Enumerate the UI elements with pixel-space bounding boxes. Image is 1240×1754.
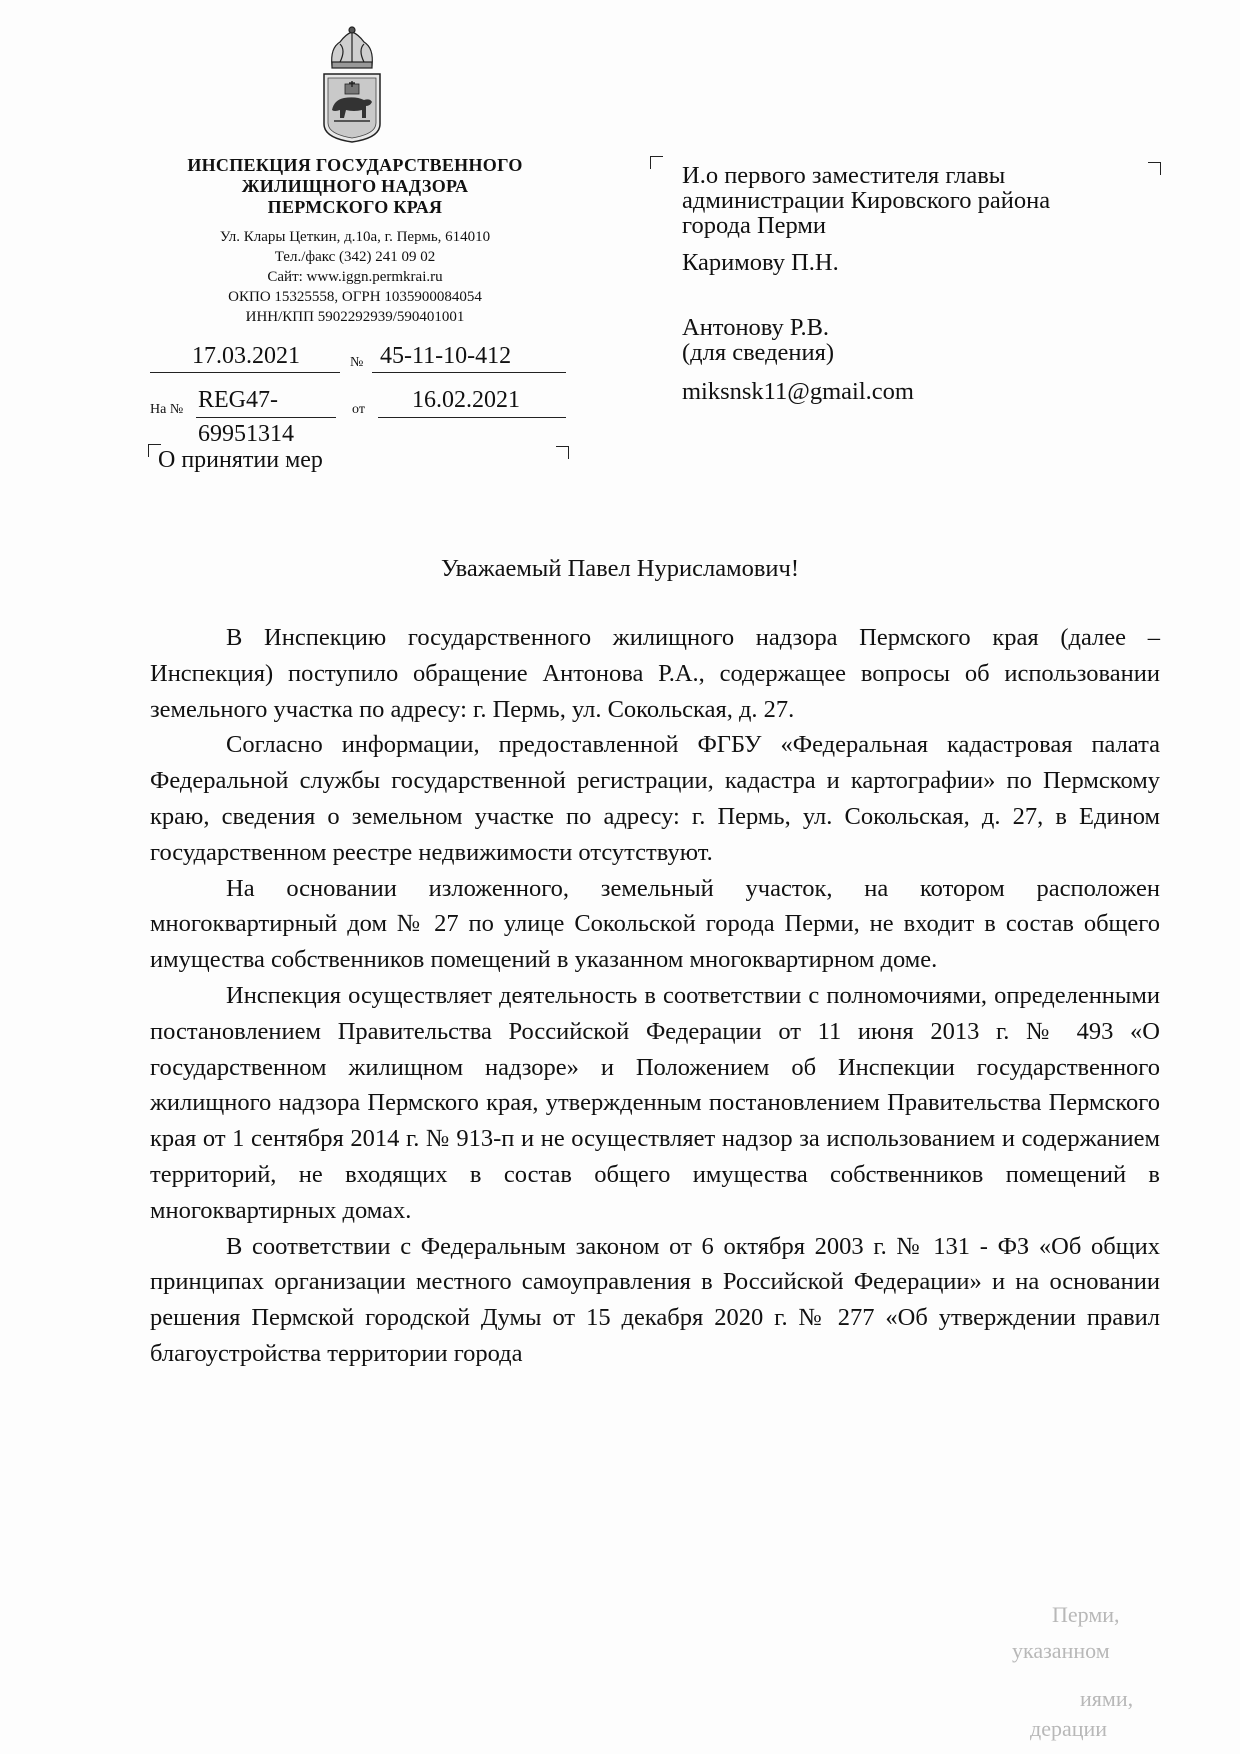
perm-krai-coat-of-arms xyxy=(318,26,386,144)
org-phone: Тел./факс (342) 241 09 02 xyxy=(274,249,436,265)
subject-bracket-right xyxy=(556,446,569,459)
reply-number-label: На № xyxy=(150,402,184,417)
org-name-line-3: ПЕРМСКОГО КРАЯ xyxy=(267,197,443,217)
scan-ghost-text-2: указанном xyxy=(1012,1638,1110,1663)
salutation: Уважаемый Павел Нурисламович! xyxy=(441,555,799,582)
copy-recipient-email: miksnsk11@gmail.com xyxy=(682,378,914,405)
reply-date-underline xyxy=(378,417,566,418)
outgoing-number: 45-11-10-412 xyxy=(380,343,512,369)
org-address: Ул. Клары Цеткин, д.10а, г. Пермь, 614010 xyxy=(219,229,491,245)
scan-ghost-text-1: Перми, xyxy=(1052,1602,1120,1627)
addressee-block xyxy=(682,163,1162,404)
body-paragraph-3: На основании изложенного, земельный участок, на котором расположен многоквартирный дом № 27 по улице Сокольской города Перми, не входит в состав общего имущества собственников помещений в указанном многоквартирном доме. xyxy=(150,874,1160,974)
letter-body xyxy=(150,620,1160,1372)
copy-recipient-note: (для сведения) xyxy=(682,339,835,366)
org-website: Сайт: www.iggn.permkrai.ru xyxy=(267,269,443,285)
org-inn-kpp: ИНН/КПП 5902292939/590401001 xyxy=(245,309,465,325)
reply-number-underline xyxy=(196,417,336,418)
body-paragraph-4: Инспекция осуществляет деятельность в соответствии с полномочиями, определенными постановлением Правительства Российской Федерации от 11 июня 2013 г. № 493 «О государственном жилищном надзоре» и Положением об Инспекции государственного жилищного надзора Пермского края, утвержденным постановлением Правительства Пермского края от 1 сентября 2014 г. № 913-п и не осуществляет надзор за использованием и содержанием территорий, не входящих в состав общего имущества собственников помещений в многоквартирных домах. xyxy=(150,981,1160,1224)
letterhead xyxy=(140,155,570,327)
copy-recipient-name: Антонову Р.В. xyxy=(682,314,830,341)
scan-ghost-text-3: иями, xyxy=(1080,1686,1134,1711)
body-paragraph-2: Согласно информации, предоставленной ФГБУ «Федеральная кадастровая палата Федеральной службы государственной регистрации, кадастра и картографии» по Пермскому краю, сведения о земельном участке по адресу: г. Пермь, ул. Сокольская, д. 27, в Едином государственном реестре недвижимости отсутствуют. xyxy=(150,731,1160,866)
org-okpo-ogrn: ОКПО 15325558, ОГРН 1035900084054 xyxy=(228,289,482,305)
addressee-bracket-left xyxy=(650,156,663,169)
reply-number-part2: 69951314 xyxy=(198,421,294,447)
addressee-name: Каримову П.Н. xyxy=(682,249,839,276)
outgoing-number-underline xyxy=(372,372,566,373)
outgoing-date-underline xyxy=(150,372,340,373)
org-name-line-1: ИНСПЕКЦИЯ ГОСУДАРСТВЕННОГО xyxy=(187,155,523,175)
addressee-position-line-3: города Перми xyxy=(682,212,827,239)
reply-date: 16.02.2021 xyxy=(412,387,520,413)
body-paragraph-1: В Инспекцию государственного жилищного надзора Пермского края (далее – Инспекция) поступило обращение Антонова Р.А., содержащее вопросы об использовании земельного участка по адресу: г. Пермь, ул. Сокольская, д. 27. xyxy=(150,624,1160,723)
reply-from-label: от xyxy=(352,402,365,417)
scan-ghost-text-4: дерации xyxy=(1030,1716,1108,1741)
body-paragraph-5: В соответствии с Федеральным законом от 6 октября 2003 г. № 131 - ФЗ «Об общих принципах организации местного самоуправления в Российской Федерации» и на основании решения Пермской городской Думы от 15 декабря 2020 г. № 277 «Об утверждении правил благоустройства территории города xyxy=(150,1232,1160,1367)
outgoing-number-label: № xyxy=(350,355,364,370)
addressee-position-line-2: администрации Кировского района xyxy=(682,187,1051,214)
outgoing-date: 17.03.2021 xyxy=(192,343,300,369)
org-name-line-2: ЖИЛИЩНОГО НАДЗОРА xyxy=(241,176,469,196)
addressee-position-line-1: И.о первого заместителя главы xyxy=(682,162,1006,189)
letter-subject: О принятии мер xyxy=(158,447,323,473)
reply-number-part1: REG47- xyxy=(198,387,278,413)
